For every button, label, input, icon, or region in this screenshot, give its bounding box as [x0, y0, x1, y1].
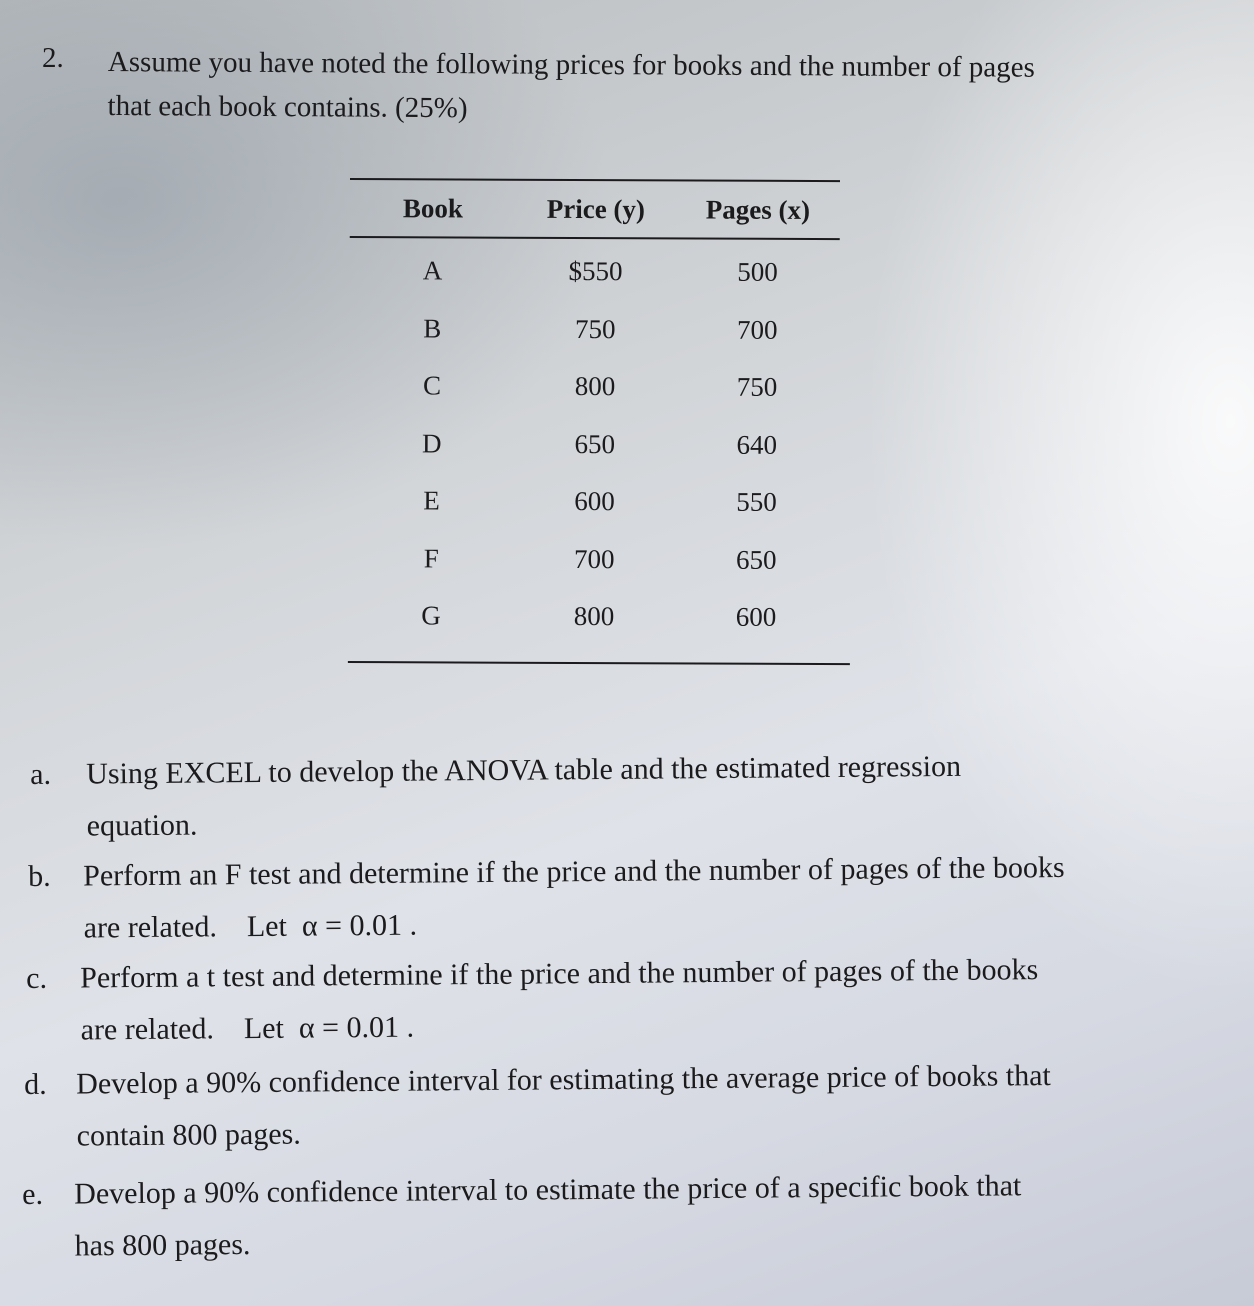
- table-row: [348, 587, 838, 647]
- table-body: [348, 238, 840, 647]
- task-line-2: are related. Let α = 0.01 .: [80, 1010, 415, 1047]
- table-bottom-rule: [348, 660, 850, 665]
- table-row: [348, 472, 838, 532]
- cell-book: E: [423, 485, 440, 516]
- task-text: [76, 1050, 1051, 1163]
- table-row: [349, 357, 839, 417]
- task-letter: a.: [30, 757, 52, 791]
- task-line-2: equation.: [86, 808, 198, 843]
- table-header-row: [350, 180, 840, 238]
- cell-book: D: [422, 428, 442, 459]
- task-text: [86, 741, 962, 853]
- cell-price: 800: [574, 371, 616, 402]
- cell-pages: 500: [737, 256, 778, 288]
- cell-pages: 650: [736, 544, 777, 575]
- task-letter: c.: [26, 961, 48, 995]
- task-line-2: has 800 pages.: [74, 1228, 251, 1263]
- cell-book: C: [423, 370, 442, 401]
- intro-line-2: that each book contains. (25%): [107, 89, 468, 125]
- header-price: Price (y): [546, 193, 646, 224]
- cell-price: 750: [575, 313, 616, 344]
- task-line-1: Using EXCEL to develop the ANOVA table and the estimated regression: [86, 749, 962, 791]
- cell-book: A: [422, 255, 443, 286]
- task-line-2: contain 800 pages.: [76, 1117, 301, 1153]
- header-pages: Pages (x): [705, 194, 811, 225]
- cell-price: 600: [574, 486, 615, 517]
- intro-line-1: Assume you have noted the following prices for books and the number of pages: [107, 45, 1035, 84]
- question-intro: [107, 40, 1148, 134]
- cell-price: 650: [574, 428, 616, 459]
- question-number: 2.: [42, 42, 64, 74]
- task-line-1: Develop a 90% confidence interval for estimating the average price of books that: [76, 1059, 1051, 1101]
- cell-price: $550: [568, 256, 623, 287]
- cell-price: 800: [573, 601, 615, 632]
- task-text: [83, 842, 1065, 955]
- table-row: [349, 299, 839, 359]
- cell-pages: 750: [736, 371, 778, 403]
- table-row: [349, 414, 839, 474]
- task-text: [74, 1160, 1022, 1272]
- cell-book: G: [421, 600, 441, 631]
- header-book: Book: [402, 192, 463, 223]
- cell-pages: 640: [736, 429, 778, 460]
- table-row: [348, 529, 838, 589]
- table-row: [349, 242, 839, 302]
- cell-price: 700: [574, 543, 615, 574]
- task-line-1: Develop a 90% confidence interval to estimate the price of a specific book that: [74, 1169, 1022, 1211]
- task-letter: d.: [24, 1067, 47, 1101]
- task-letter: e.: [22, 1177, 44, 1211]
- task-letter: b.: [28, 859, 51, 893]
- task-line-2: are related. Let α = 0.01 .: [83, 908, 418, 945]
- cell-pages: 550: [736, 486, 777, 518]
- cell-pages: 700: [737, 314, 778, 345]
- task-text: [80, 944, 1039, 1056]
- cell-pages: 600: [735, 601, 777, 633]
- cell-book: F: [423, 543, 439, 574]
- task-line-1: Perform a t test and determine if the price and the number of pages of the books: [80, 953, 1039, 995]
- cell-book: B: [423, 313, 442, 344]
- task-line-1: Perform an F test and determine if the price and the number of pages of the books: [83, 850, 1065, 893]
- book-data-table: [348, 178, 840, 665]
